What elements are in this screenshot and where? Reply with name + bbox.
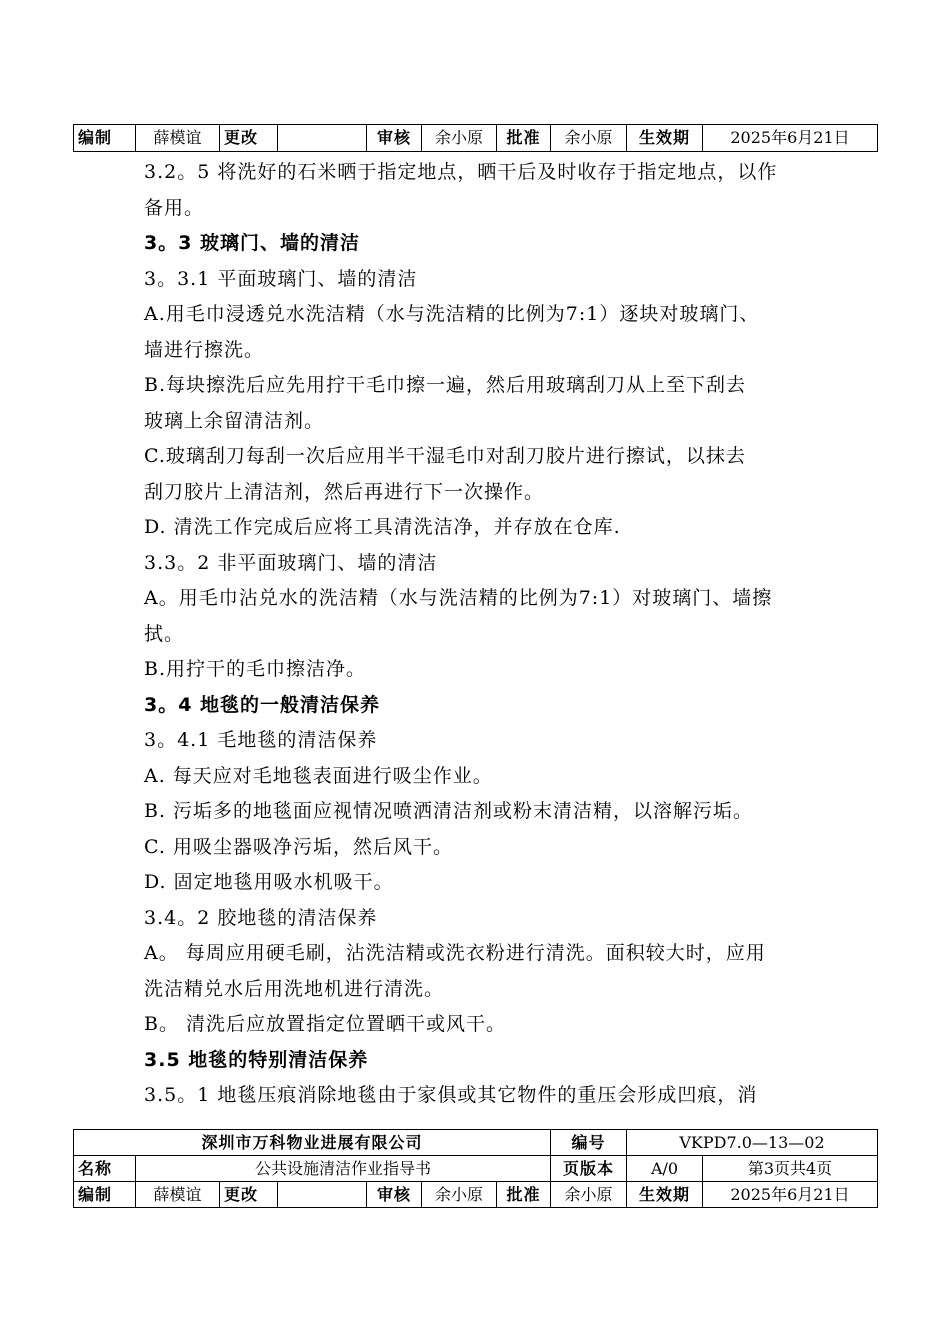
body-line: 刮刀胶片上清洁剂，然后再进行下一次操作。 xyxy=(144,480,545,503)
header-table xyxy=(73,124,878,152)
effective-date: 2025年6月21日 xyxy=(703,125,878,152)
version-label: 页版本 xyxy=(551,1156,627,1182)
version-value: A/0 xyxy=(627,1156,703,1182)
section-heading: 3.5 地毯的特别清洁保养 xyxy=(144,1048,369,1071)
body-line: C. 用吸尘器吸净污垢，然后风干。 xyxy=(144,835,453,858)
change-value xyxy=(278,1182,367,1208)
number-label: 编号 xyxy=(551,1130,627,1156)
body-line: 3.5。1 地毯压痕消除地毯由于家俱或其它物件的重压会形成凹痕，消 xyxy=(144,1084,758,1106)
body-line: A。用毛巾沾兑水的洗洁精（水与洗洁精的比例为7:1）对玻璃门、墙擦 xyxy=(144,587,773,609)
body-line: 3。4.1 毛地毯的清洁保养 xyxy=(144,729,378,751)
reviewer-value: 余小原 xyxy=(422,1182,497,1208)
name-label: 名称 xyxy=(74,1156,136,1182)
body-line: 墙进行擦洗。 xyxy=(144,338,265,361)
body-line: C.玻璃刮刀每刮一次后应用半干湿毛巾对刮刀胶片进行擦试，以抹去 xyxy=(144,445,746,467)
document-body xyxy=(144,155,834,1114)
body-line: B.用拧干的毛巾擦洁净。 xyxy=(144,658,367,680)
approve-label: 批准 xyxy=(497,125,551,152)
review-label: 审核 xyxy=(367,125,422,152)
body-line: 拭。 xyxy=(144,622,185,645)
compiler-value: 薛模谊 xyxy=(136,1182,220,1208)
body-line: 3.4。2 胶地毯的清洁保养 xyxy=(144,906,378,929)
body-line: 备用。 xyxy=(144,196,205,219)
body-line: 3。3.1 平面玻璃门、墙的清洁 xyxy=(144,267,418,290)
review-label: 审核 xyxy=(367,1182,422,1208)
company-name: 深圳市万科物业进展有限公司 xyxy=(74,1130,551,1156)
compile-label: 编制 xyxy=(74,125,136,152)
body-line: A. 每天应对毛地毯表面进行吸尘作业。 xyxy=(144,764,493,787)
change-label: 更改 xyxy=(220,1182,278,1208)
body-line: A。 每周应用硬毛刷，沾洗洁精或洗衣粉进行清洗。面积较大时，应用 xyxy=(144,942,766,964)
section-heading: 3。3 玻璃门、墙的清洁 xyxy=(144,232,361,254)
compiler-value: 薛模谊 xyxy=(136,125,220,152)
body-line: D. 清洗工作完成后应将工具清洗洁净，并存放在仓库. xyxy=(144,516,621,538)
effective-label: 生效期 xyxy=(627,125,703,152)
document-number: VKPD7.0—13—02 xyxy=(627,1130,878,1156)
body-line: 玻璃上余留清洁剂。 xyxy=(144,409,325,432)
body-line: B. 污垢多的地毯面应视情况喷洒清洁剂或粉末清洁精，以溶解污垢。 xyxy=(144,800,754,822)
approver-value: 余小原 xyxy=(551,125,627,152)
reviewer-value: 余小原 xyxy=(422,125,497,152)
document-name: 公共设施清洁作业指导书 xyxy=(136,1156,551,1182)
body-line: 3.2。5 将洗好的石米晒于指定地点，晒干后及时收存于指定地点，以作 xyxy=(144,161,778,183)
body-line: 洗洁精兑水后用洗地机进行清洗。 xyxy=(144,977,445,1000)
footer-table xyxy=(73,1129,878,1208)
body-line: D. 固定地毯用吸水机吸干。 xyxy=(144,871,394,893)
change-value xyxy=(278,125,367,152)
approve-label: 批准 xyxy=(497,1182,551,1208)
section-heading: 3。4 地毯的一般清洁保养 xyxy=(144,693,381,716)
body-line: A.用毛巾浸透兑水洗洁精（水与洗洁精的比例为7:1）逐块对玻璃门、 xyxy=(144,303,760,325)
effective-label: 生效期 xyxy=(627,1182,703,1208)
change-label: 更改 xyxy=(220,125,278,152)
body-line: B。 清洗后应放置指定位置晒干或风干。 xyxy=(144,1013,507,1035)
body-line: B.每块擦洗后应先用拧干毛巾擦一遍，然后用玻璃刮刀从上至下刮去 xyxy=(144,374,747,396)
compile-label: 编制 xyxy=(74,1182,136,1208)
approver-value: 余小原 xyxy=(551,1182,627,1208)
page-indicator: 第3页共4页 xyxy=(703,1156,878,1182)
effective-date: 2025年6月21日 xyxy=(703,1182,878,1208)
body-line: 3.3。2 非平面玻璃门、墙的清洁 xyxy=(144,551,438,574)
